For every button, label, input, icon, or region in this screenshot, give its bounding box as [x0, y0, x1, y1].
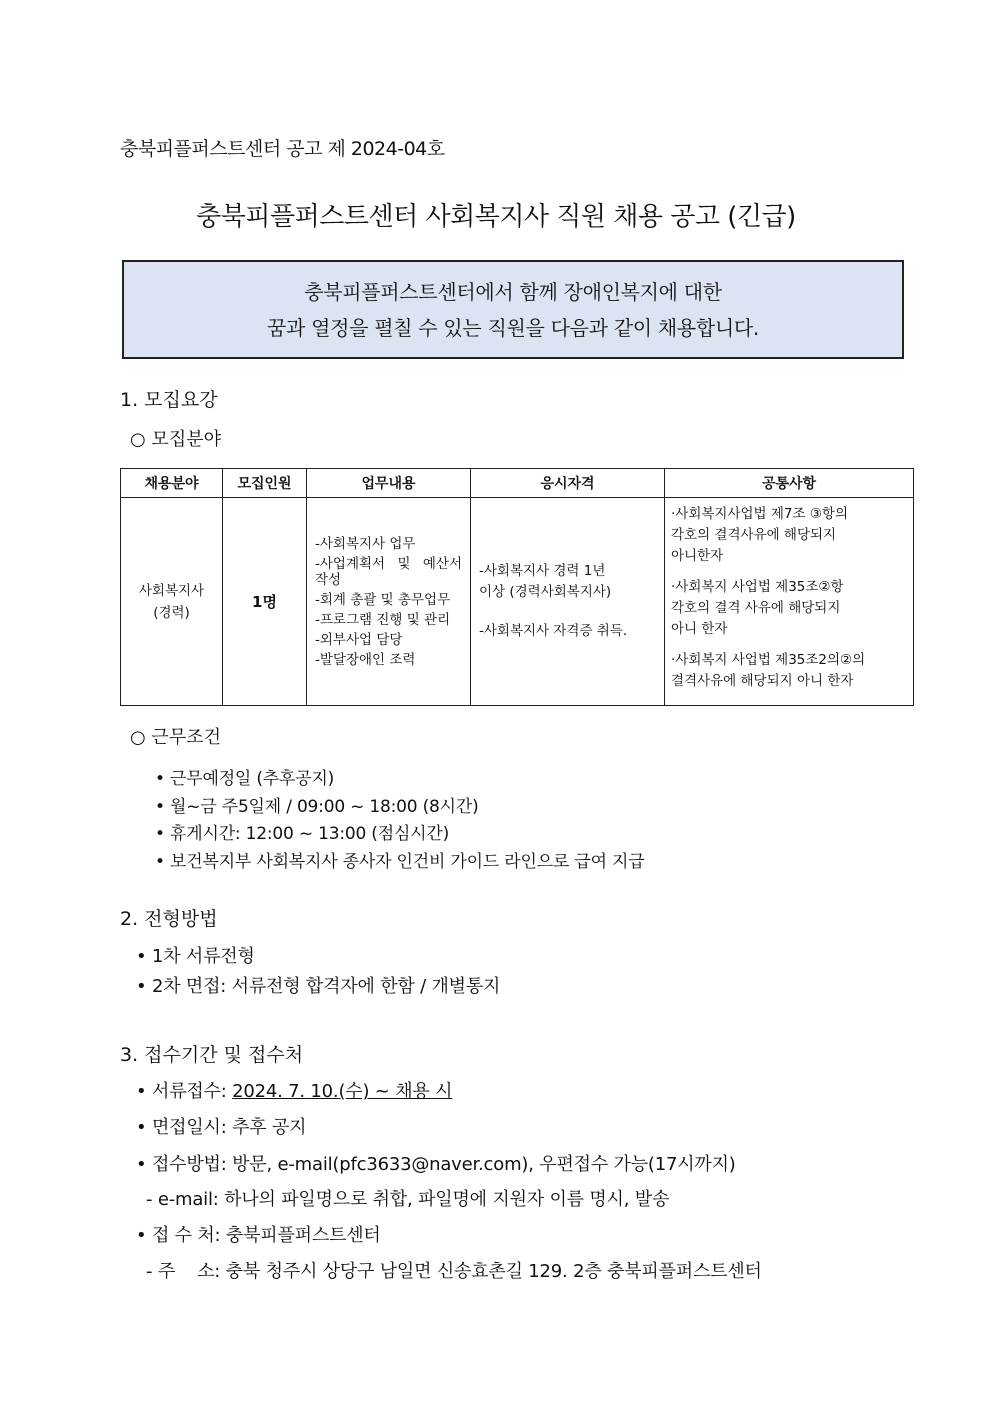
duty-item: -회계 총괄 및 총무업무 [315, 591, 451, 608]
submission-method: • 접수방법: 방문, e-mail(pfc3633@naver.com), 우편접수 가능(17시까지) [136, 1154, 736, 1175]
selection-item: • 1차 서류전형 [136, 946, 255, 967]
document-submission-period: 2024. 7. 10.(수) ~ 채용 시 [232, 1081, 453, 1102]
recruit-field-heading: ○ 모집분야 [130, 429, 221, 450]
section-3-heading: 3. 접수기간 및 접수처 [120, 1044, 304, 1066]
recruit-table [120, 468, 914, 706]
header-duties: 업무내용 [307, 469, 471, 498]
duty-item: -발달장애인 조력 [315, 651, 416, 668]
email-note: - e-mail: 하나의 파일명으로 취합, 파일명에 지원자 이름 명시, 발송 [146, 1189, 670, 1210]
notice-number: 충북피플퍼스트센터 공고 제 2024-04호 [120, 138, 445, 160]
cell-field [121, 498, 223, 706]
header-field: 채용분야 [121, 469, 223, 498]
field-type: (경력) [153, 604, 190, 621]
duty-item: -사업계획서 및 예산서 작성 [315, 555, 462, 588]
qualification-item: -사회복지사 자격증 취득. [479, 623, 628, 639]
header-qualifications: 응시자격 [471, 469, 665, 498]
section-1-heading: 1. 모집요강 [120, 389, 218, 411]
condition-item: • 휴게시간: 12:00 ~ 13:00 (점심시간) [155, 824, 450, 844]
field-name: 사회복지사 [138, 582, 205, 599]
intro-box [122, 260, 904, 359]
intro-line-2: 꿈과 열정을 펼칠 수 있는 직원을 다음과 같이 채용합니다. [267, 315, 759, 340]
address: - 주 소: 충북 청주시 상당구 남일면 신송효촌길 129. 2층 충북피플퍼스트센터 [146, 1261, 762, 1282]
document-submission-label: • 서류접수: [136, 1081, 233, 1102]
section-2-heading: 2. 전형방법 [120, 908, 218, 930]
common-item: ·사회복지 사업법 제35조②항 각호의 결격 사유에 해당되지 아니 한자 [671, 579, 844, 637]
cell-qualifications [471, 498, 665, 706]
duty-item: -프로그램 진행 및 관리 [315, 611, 451, 628]
duty-item: -외부사업 담당 [315, 631, 403, 648]
cell-duties [307, 498, 471, 706]
submission-place: • 접 수 처: 충북피플퍼스트센터 [136, 1225, 381, 1246]
cell-count: 1명 [223, 498, 307, 706]
table-row [121, 498, 914, 706]
condition-item: • 월~금 주5일제 / 09:00 ~ 18:00 (8시간) [155, 797, 479, 817]
page-title: 충북피플퍼스트센터 사회복지사 직원 채용 공고 (긴급) [196, 202, 796, 232]
header-count: 모집인원 [223, 469, 307, 498]
cell-common [665, 498, 914, 706]
common-item: ·사회복지사업법 제7조 ③항의 각호의 결격사유에 해당되지 아니한자 [671, 506, 849, 564]
qualification-item: -사회복지사 경력 1년 이상 (경력사회복지사) [479, 563, 612, 600]
header-common: 공통사항 [665, 469, 914, 498]
condition-item: • 근무예정일 (추후공지) [155, 769, 335, 789]
duty-item: -사회복지사 업무 [315, 535, 416, 552]
condition-item: • 보건복지부 사회복지사 종사자 인건비 가이드 라인으로 급여 지급 [155, 852, 645, 872]
intro-line-1: 충북피플퍼스트센터에서 함께 장애인복지에 대한 [304, 279, 722, 304]
table-header-row [121, 469, 914, 498]
selection-item: • 2차 면접: 서류전형 합격자에 한함 / 개별통지 [136, 976, 501, 997]
common-item: ·사회복지 사업법 제35조2의②의 결격사유에 해당되지 아니 한자 [671, 652, 866, 689]
document-submission [136, 1077, 452, 1103]
interview-date: • 면접일시: 추후 공지 [136, 1117, 307, 1138]
work-conditions-heading: ○ 근무조건 [130, 727, 221, 748]
